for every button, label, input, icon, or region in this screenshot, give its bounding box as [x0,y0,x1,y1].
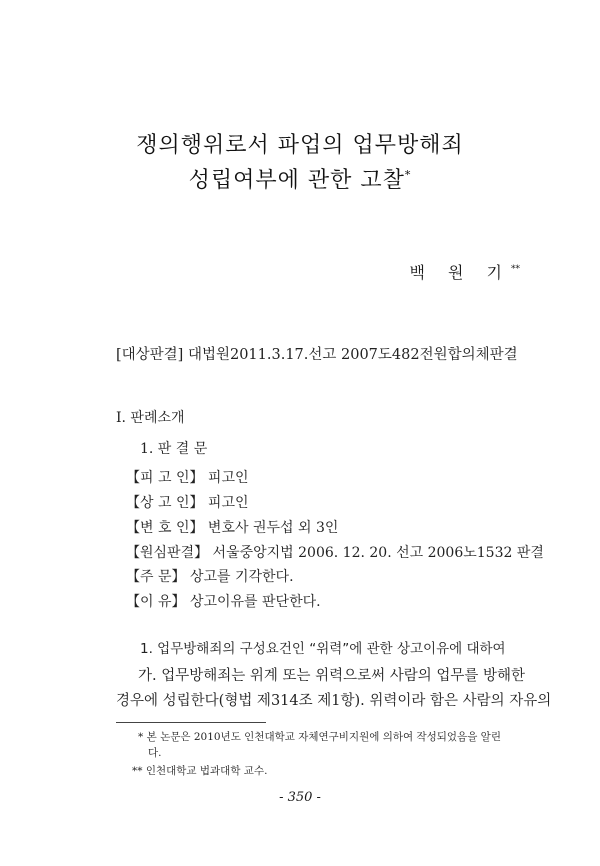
footnote-2: ** 인천대학교 법과대학 교수. [132,765,268,777]
author [409,260,520,283]
judgment-item-appellant: 【상 고 인】 피고인 [126,495,249,511]
title-line-2-text: 성립여부에 관한 고찰 [188,168,405,193]
reason-heading: 1. 업무방해죄의 구성요건인 “위력”에 관한 상고이유에 대하여 [140,641,506,657]
page-number: - 350 - [279,790,321,805]
judgment-subheading: 1. 판 결 문 [140,441,208,457]
target-case: [대상판결] 대법원2011.3.17.선고 2007도482전원합의체판결 [116,347,518,363]
title-line-2 [0,163,600,194]
title-footnote-mark: * [404,168,412,182]
judgment-item-order: 【주 문】 상고를 기각한다. [126,569,294,585]
author-footnote-mark: ** [511,264,520,275]
footnote-1-line-2: 다. [148,747,162,759]
author-name: 백 원 기 [409,263,511,282]
judgment-item-reason: 【이 유】 상고이유를 판단한다. [126,594,321,610]
footnote-1-line-1: * 본 논문은 2010년도 인천대학교 자체연구비지원에 의하여 작성되었음을 알린 [138,731,501,743]
judgment-item-lower-court: 【원심판결】 서울중앙지법 2006. 12. 20. 선고 2006노1532 판결 [126,545,544,561]
paragraph-line-2: 경우에 성립한다(형법 제314조 제1항). 위력이라 함은 사람의 자유의 [116,693,552,709]
judgment-item-counsel: 【변 호 인】 변호사 권두섭 외 3인 [126,520,339,536]
paragraph-line-1: 가. 업무방해죄는 위계 또는 위력으로써 사람의 업무를 방해한 [138,668,526,684]
judgment-item-defendant: 【피 고 인】 피고인 [126,470,249,486]
title-line-1: 쟁의행위로서 파업의 업무방해죄 [136,133,464,158]
footnote-divider [116,722,266,723]
section-heading: Ⅰ. 판례소개 [116,410,185,426]
